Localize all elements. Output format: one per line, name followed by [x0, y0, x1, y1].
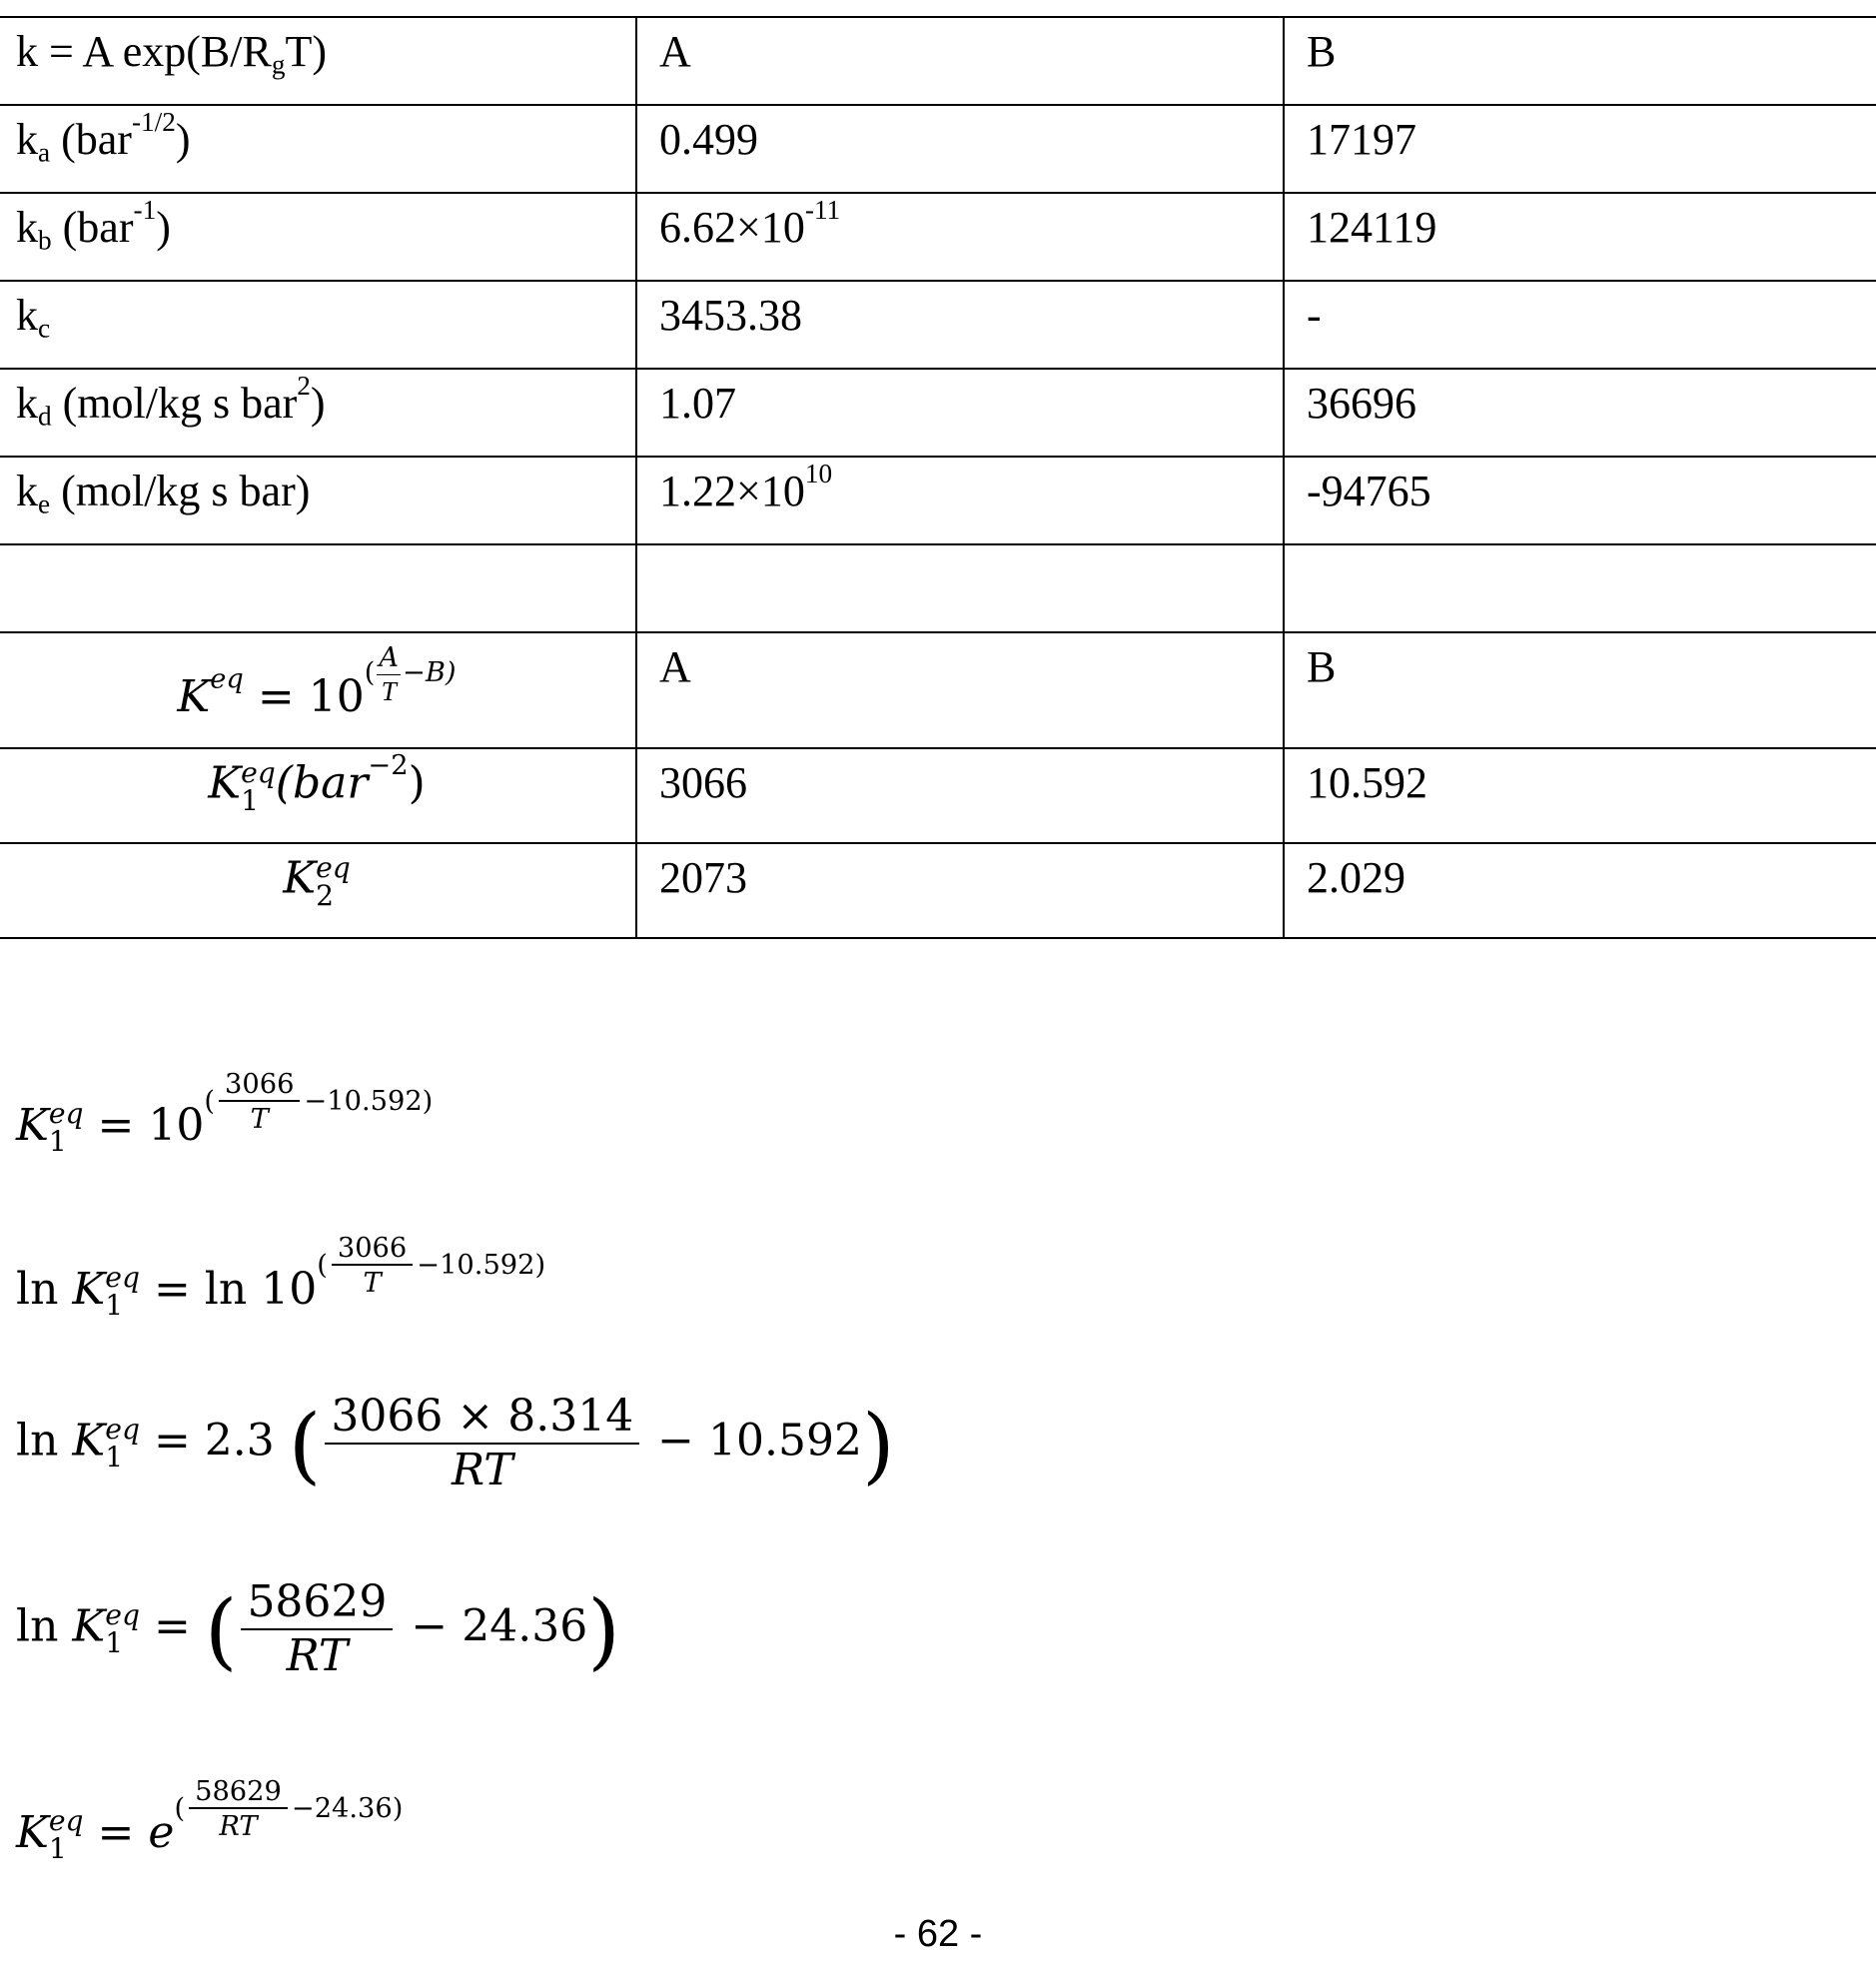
- row-symbol: k: [16, 291, 38, 340]
- equation-3: [16, 1391, 895, 1495]
- table-row: [0, 748, 1876, 843]
- row-unit: (mol/kg s bar: [51, 379, 298, 428]
- row-value-a: [636, 281, 1284, 369]
- eq-rest: −24.36: [291, 1792, 393, 1824]
- eq-num: 58629: [241, 1580, 393, 1630]
- row-value-b: -94765: [1284, 457, 1876, 544]
- eq-rest: −10.592: [304, 1085, 423, 1117]
- table-row: [0, 369, 1876, 457]
- eq-scripts: [105, 1597, 140, 1659]
- keq1-scripts: [241, 756, 276, 818]
- row-unit-sup: -1: [133, 194, 157, 225]
- eq-open: (: [288, 1395, 322, 1493]
- eq-sup: eq: [48, 1097, 84, 1131]
- eq-fraction: [241, 1576, 393, 1681]
- keq2-scripts: [316, 851, 351, 913]
- table-row: [0, 193, 1876, 281]
- eq-sub: 1: [48, 1832, 67, 1866]
- keq1-sub: 1: [241, 784, 260, 818]
- row-unit-close: ): [175, 115, 191, 164]
- eq-k: K: [72, 1600, 106, 1652]
- row-value-a: [636, 193, 1284, 281]
- eq-fraction: [325, 1391, 639, 1495]
- row-unit-sup: -1/2: [131, 106, 176, 137]
- eq-num: 3066: [219, 1071, 300, 1102]
- row-symbol-sub: b: [38, 225, 52, 256]
- eq-den: RT: [286, 1630, 349, 1681]
- eq-ln: ln: [16, 1263, 73, 1315]
- equilibrium-expression-cell: [0, 632, 636, 748]
- value-a: 0.499: [659, 115, 758, 164]
- row-value-a: [636, 369, 1284, 457]
- keq1-sup: eq: [241, 756, 276, 789]
- eq-open: (: [317, 1249, 328, 1281]
- row-label: [0, 843, 636, 938]
- eq-sup: eq: [105, 1261, 140, 1295]
- eq-den: T: [250, 1104, 269, 1136]
- eq-k: K: [72, 1415, 106, 1467]
- eq-scripts: [105, 1412, 140, 1474]
- row-value-a: 3066: [636, 748, 1284, 843]
- eq-sup: eq: [105, 1597, 140, 1631]
- eq-num: 58629: [189, 1778, 288, 1809]
- empty-cell: [1284, 544, 1876, 632]
- eq-k: K: [16, 1099, 49, 1151]
- equation-5: [16, 1776, 404, 1866]
- value-a: 1.07: [659, 379, 736, 428]
- row-symbol: k: [16, 115, 38, 164]
- eq-exponent: [204, 1071, 433, 1134]
- row-symbol-sub: a: [38, 137, 51, 168]
- row-label: [0, 193, 636, 281]
- keq1-unit-sup: −2: [368, 750, 409, 782]
- table-row: [0, 457, 1876, 544]
- eq-mid: =: [139, 1600, 205, 1652]
- row-symbol-sub: d: [38, 401, 52, 432]
- page-number: - 62 -: [893, 1913, 983, 1955]
- eq-scripts: [48, 1804, 84, 1866]
- eq-mid: = ln 10: [139, 1263, 318, 1315]
- keq-exponent: [365, 643, 457, 706]
- row-value-a: 2073: [636, 843, 1284, 938]
- eq-close: ): [422, 1085, 434, 1117]
- eq-scripts: [105, 1261, 140, 1323]
- eq-open: (: [204, 1580, 238, 1679]
- eq-fraction: [332, 1235, 413, 1298]
- table-row: [0, 281, 1876, 369]
- row-label: [0, 281, 636, 369]
- value-a: 3453.38: [659, 291, 802, 340]
- keq2-sub: 2: [316, 879, 335, 913]
- exp-denominator: T: [381, 676, 397, 706]
- value-a-exp: 10: [804, 458, 833, 489]
- row-symbol-sub: c: [38, 313, 51, 344]
- eq-rest: − 10.592: [643, 1415, 862, 1467]
- eq-close: ): [587, 1580, 620, 1679]
- eq-scripts: [48, 1097, 84, 1159]
- eq-sub: 1: [48, 1125, 67, 1159]
- equation-2: [16, 1233, 546, 1323]
- row-symbol-sub: e: [38, 489, 51, 519]
- table-spacer-row: [0, 544, 1876, 632]
- value-a: 6.62×10: [659, 203, 805, 252]
- row-value-b: 36696: [1284, 369, 1876, 457]
- eq-rest: −10.592: [417, 1249, 535, 1281]
- header-expression: k = A exp(B/R: [16, 27, 272, 76]
- eq-close: ): [392, 1792, 404, 1824]
- eq-sub: 1: [105, 1289, 124, 1323]
- row-value-b: 10.592: [1284, 748, 1876, 843]
- eq-exponent: [174, 1778, 403, 1841]
- row-value-b: -: [1284, 281, 1876, 369]
- row-unit: (bar: [51, 203, 134, 252]
- header-expression-sub: g: [271, 49, 286, 80]
- empty-cell: [636, 544, 1284, 632]
- eq-sup: eq: [105, 1412, 140, 1446]
- eq-sup: eq: [48, 1804, 84, 1838]
- exp-rest: −B): [403, 656, 457, 688]
- eq-exponent: [317, 1235, 545, 1298]
- row-value-b: 124119: [1284, 193, 1876, 281]
- keq-sup: eq: [210, 663, 244, 695]
- header-expression-cell: [0, 17, 636, 105]
- eq-mid: = 10: [83, 1099, 205, 1151]
- eq-num: 3066: [332, 1235, 413, 1266]
- eq-mid: = 2.3: [139, 1415, 289, 1467]
- rate-constants-table: [0, 16, 1876, 939]
- eq-ln: ln: [16, 1600, 73, 1652]
- keq-equals: = 10: [243, 670, 365, 722]
- row-value-b: 17197: [1284, 105, 1876, 193]
- keq1-symbol: K: [208, 757, 242, 809]
- eq-open: (: [204, 1085, 216, 1117]
- eq-den: RT: [219, 1811, 258, 1843]
- keq1-unit-close: ): [408, 757, 426, 809]
- keq2-symbol: K: [283, 852, 317, 904]
- eq-close: ): [534, 1249, 546, 1281]
- row-unit-sup: 2: [297, 370, 311, 401]
- exp-numerator: A: [379, 642, 400, 673]
- table-row: [0, 843, 1876, 938]
- eq-ln: ln: [16, 1415, 73, 1467]
- row-value-b: 2.029: [1284, 843, 1876, 938]
- eq-num: 3066 × 8.314: [325, 1395, 639, 1445]
- equilibrium-header-row: [0, 632, 1876, 748]
- exp-open-paren: (: [364, 656, 376, 688]
- eq-rest: − 24.36: [397, 1600, 588, 1652]
- equation-1: [16, 1069, 434, 1159]
- eq-k: K: [72, 1263, 106, 1315]
- eq-mid: = e: [83, 1806, 175, 1858]
- row-unit: (bar: [50, 115, 132, 164]
- empty-cell: [0, 544, 636, 632]
- exp-fraction: [377, 643, 401, 706]
- row-value-a: [636, 457, 1284, 544]
- row-unit-close: ): [310, 379, 326, 428]
- row-symbol: k: [16, 467, 38, 515]
- eq-k: K: [16, 1806, 49, 1858]
- eq-sub: 1: [105, 1626, 124, 1659]
- header-col-a: A: [636, 17, 1284, 105]
- row-label: [0, 457, 636, 544]
- eq-fraction: [219, 1071, 300, 1134]
- eq-den: T: [363, 1268, 382, 1300]
- eq-fraction: [189, 1778, 288, 1841]
- keq-symbol: K: [177, 670, 211, 722]
- value-a: 1.22×10: [659, 467, 805, 515]
- header-expression-end: T): [285, 27, 328, 76]
- row-label: [0, 105, 636, 193]
- keq2-sup: eq: [316, 851, 351, 884]
- row-unit: (mol/kg s bar): [50, 467, 311, 515]
- value-a-exp: -11: [804, 194, 841, 225]
- table-row: [0, 105, 1876, 193]
- eq-open: (: [174, 1792, 186, 1824]
- eq-sub: 1: [105, 1441, 124, 1474]
- row-label: [0, 369, 636, 457]
- table-header-row: [0, 17, 1876, 105]
- eq-close: ): [861, 1395, 895, 1493]
- row-symbol: k: [16, 203, 38, 252]
- row-symbol: k: [16, 379, 38, 428]
- equation-4: [16, 1576, 620, 1681]
- header-col-a: A: [636, 632, 1284, 748]
- row-value-a: [636, 105, 1284, 193]
- header-col-b: B: [1284, 17, 1876, 105]
- eq-den: RT: [451, 1445, 513, 1495]
- row-label: [0, 748, 636, 843]
- header-col-b: B: [1284, 632, 1876, 748]
- row-unit-close: ): [156, 203, 171, 252]
- keq1-unit: (bar: [275, 757, 369, 809]
